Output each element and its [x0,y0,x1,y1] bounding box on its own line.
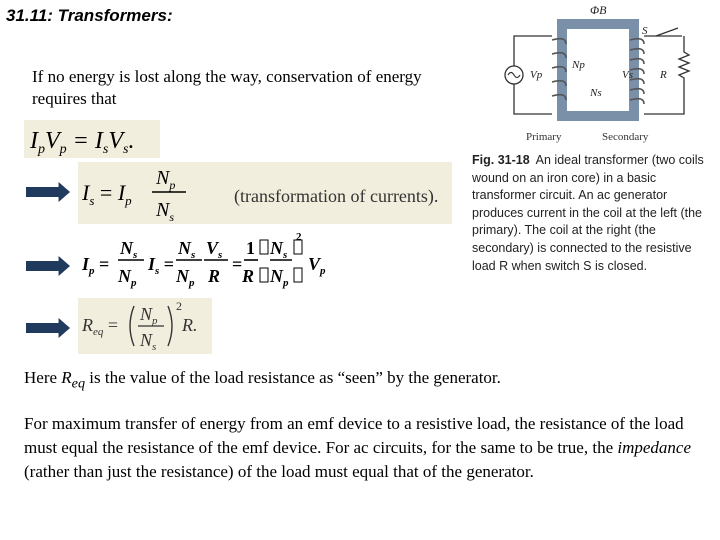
voltage-equation [78,232,332,290]
svg-text:=: = [232,254,243,274]
svg-text:Ns: $N_s$ [178,238,196,261]
phi-label: ΦB [590,3,607,17]
power-equation [24,120,160,158]
svg-text:Ns: $N_s$ [270,238,288,261]
svg-text:Np: $N_p$ [176,266,195,289]
req-letter: R [61,368,72,387]
current-equation [78,162,458,224]
svg-text:2: 2 [296,232,302,243]
transformer-diagram [452,0,712,150]
arrow-icon [26,256,70,276]
arrow-icon [26,318,70,338]
svg-text:Np: $N_p$ [140,304,158,327]
resistor-icon [679,36,689,90]
r-label: R [660,69,667,81]
svg-text:Ns: $N_s$ [120,238,138,261]
intro-text: If no energy is lost along the way, conservation of energy requires that [32,67,422,108]
p2-part1: For maximum transfer of energy from an emf device to a resistive load, the resistance of the load must equal the resistance of the emf device. For ac circuits, for the same to be true, the [24,414,684,457]
req-paragraph [24,366,704,395]
switch-icon [656,28,678,36]
p2-part2: (rather than just the resistance) of the load must equal that of the generator. [24,462,534,481]
svg-text:Ns: $N_s$ [140,330,157,353]
req-subscript: eq [71,375,86,392]
req-symbol [61,368,86,392]
current-equation-svg [78,162,458,224]
caption-text: An ideal transformer (two coils wound on an iron core) in a basic transformer circuit. An ac generator produces current in the coil at the left (the primary). The coil at the right (the secondary) is connected to the resistive load R when switch S is closed. [472,153,704,273]
svg-text:Np: $N_p$ [270,266,289,289]
arrow-icon [26,182,70,202]
impedance-word: impedance [617,438,692,457]
svg-text:Vs: $V_s$ [206,238,223,261]
svg-text:Is = Ip: $I_s = I_p$ [82,180,132,208]
svg-text:Np: $N_p$ [156,167,176,192]
req-equation [78,298,212,354]
svg-text:Np: $N_p$ [118,266,137,289]
vs-label: Vs [622,69,633,81]
svg-text:Req =: $R_{eq}$ = [82,315,119,338]
equation-note: (transformation of currents). [234,186,439,206]
max-transfer-paragraph [24,412,704,484]
voltage-equation-svg [78,232,332,290]
svg-text:Is =: $I_s$ = [148,254,175,277]
svg-text:Ns: $N_s$ [156,199,175,224]
caption-label: Fig. 31-18 [472,153,530,167]
svg-text:R: R [242,266,255,286]
ns-label: Ns [590,87,602,99]
req-equation-svg [78,298,212,354]
svg-text:R: R [208,266,221,286]
svg-text:2: 2 [176,299,182,313]
primary-label: Primary [526,131,562,143]
switch-label: S [642,25,648,37]
vp-label: Vp [530,69,543,81]
power-equation-svg [24,120,160,158]
secondary-label: Secondary [602,131,649,143]
figure-caption [472,152,712,275]
svg-text:Ip =: $I_p$ = [82,254,110,277]
svg-text:R.: R. [182,315,198,335]
slide-title: 31.11: Transformers: [6,6,173,25]
here-suffix: is the value of the load resistance as “seen” by the generator. [85,368,501,387]
np-label: Np [572,59,585,71]
svg-text:Vp: $V_p$ [308,254,326,277]
here-prefix: Here [24,368,62,387]
svg-text:1: 1 [246,238,255,258]
eq-term-ip: $I_pV_p = I_sV_s$. [30,128,135,157]
